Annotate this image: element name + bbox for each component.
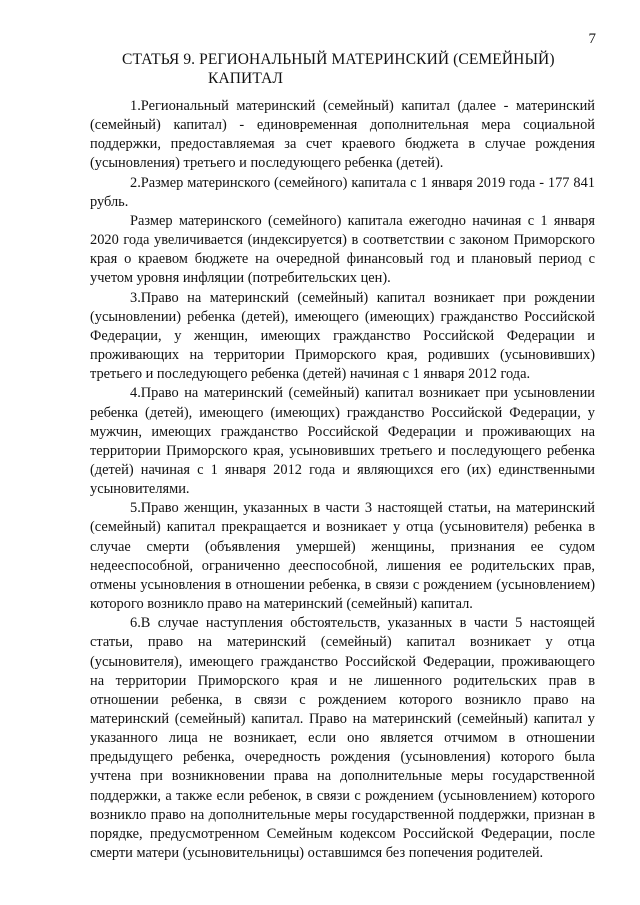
paragraph-3: 3.Право на материнский (семейный) капитал возникает при рождении (усыновлении) ребенка (детей), имеющего (имеющих) гражданство Российской Федерации, у женщин, имеющих гражданство Российской Федерации и проживающих на территории Приморского края, родивших (усыновивших) третьего и последующего ребенка (детей) начиная с 1 января 2012 года. (90, 289, 595, 383)
article-title-line-1: СТАТЬЯ 9. РЕГИОНАЛЬНЫЙ МАТЕРИНСКИЙ (СЕМЕЙНЫЙ) (122, 51, 555, 68)
paragraph-2: 2.Размер материнского (семейного) капитала с 1 января 2019 года - 177 841 рубль. (90, 174, 595, 210)
article-title (100, 50, 570, 88)
page-number: 7 (588, 31, 596, 47)
paragraph-5: 5.Право женщин, указанных в части 3 настоящей статьи, на материнский (семейный) капитал прекращается и возникает у отца (усыновителя) ребенка в случае смерти (объявления умершей) женщины, признания ее судом недееспособной, ограниченно дееспособной, лишения ее родительских прав, отмены усыновления в отношении ребенка, в связи с рождением (усыновлением) которого возникло право на материнский (семейный) капитал. (90, 500, 595, 613)
paragraph-4: 4.Право на материнский (семейный) капитал возникает при усыновлении ребенка (детей), имеющего (имеющих) гражданство Российской Федерации, у мужчин, имеющих гражданство Российской Федерации и проживающих на территории Приморского края, усыновивших третьего и последующего ребенка (детей) начиная с 1 января 2012 года и являющихся его (их) единственными усыновителями. (90, 385, 595, 498)
paragraph-2-continued: Размер материнского (семейного) капитала ежегодно начиная с 1 января 2020 года увеличивается (индексируется) в соответствии с законом Приморского края о краевом бюджете на очередной финансовый год и плановый период с учетом уровня инфляции (потребительских цен). (90, 212, 595, 287)
article-body (90, 97, 595, 863)
article-title-line-2: КАПИТАЛ (208, 70, 284, 87)
paragraph-1: 1.Региональный материнский (семейный) капитал (далее - материнский (семейный) капитал) - единовременная дополнительная мера социальной поддержки, предоставляемая за счет краевого бюджета в случае рождения (усыновления) третьего и последующего ребенка (детей). (90, 98, 595, 172)
paragraph-6: 6.В случае наступления обстоятельств, указанных в части 5 настоящей статьи, право на материнский (семейный) капитал возникает у отца (усыновителя), имеющего гражданство Российской Федерации, проживающего на территории Приморского края и не лишенного родительских прав в отношении ребенка, в связи с рождением которого возникло право на материнский (семейный) капитал. Право на материнский (семейный) капитал у указанного лица не возникает, если оно является отчимом в отношении предыдущего ребенка, очередность рождения (усыновления) которого была учтена при возникновении права на дополнительные меры государственной поддержки, а также если ребенок, в связи с рождением (усыновлением) которого возникло право на дополнительные меры государственной поддержки, признан в порядке, предусмотренном Семейным кодексом Российской Федерации, после смерти матери (усыновительницы) оставшимся без попечения родителей. (90, 615, 595, 862)
